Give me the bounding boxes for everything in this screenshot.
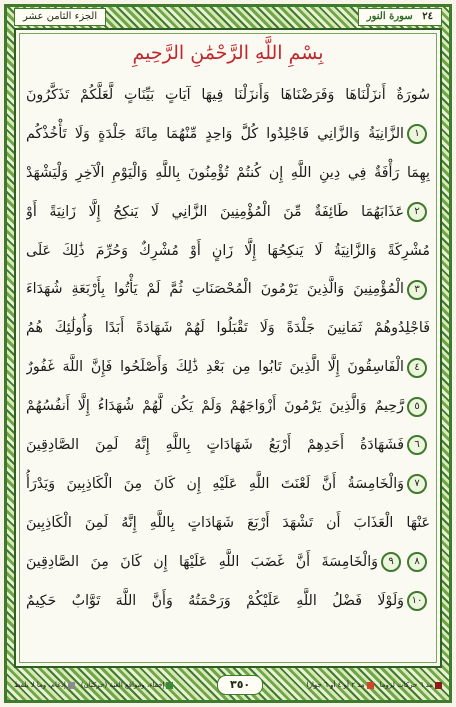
text-panel	[14, 28, 442, 668]
verse-text: الْمُؤْمِنِينَ وَالَّذِينَ يَرْمُونَ الْمُحْصَنَاتِ ثُمَّ لَمْ يَأْتُوا بِأَرْبَعَةِ شُهَدَاءَ	[26, 281, 404, 298]
legend-color-swatch	[435, 682, 442, 689]
verse-text: عَنْهَا الْعَذَابَ أَن تَشْهَدَ أَرْبَعَ شَهَادَاتٍ بِاللَّهِ إِنَّهُ لَمِنَ الْكَاذِبِينَ	[26, 514, 430, 531]
verse-text: فَاجْلِدُوهُمْ ثَمَانِينَ جَلْدَةً وَلَا تَقْبَلُوا لَهُمْ شَهَادَةً أَبَدًا وَأُولَٰئِكَ هُمُ	[26, 320, 430, 337]
legend-label: مد ٦ حركات لزوما	[379, 681, 433, 689]
legend-label: مد ٢ أو ٤ أو ٦ جوازا	[306, 681, 365, 689]
verse-line	[26, 348, 430, 387]
legend-color-swatch	[68, 682, 75, 689]
ayah-number-marker: ٣	[407, 280, 427, 300]
surah-label: سورة النور	[366, 11, 413, 22]
page-footer	[14, 672, 442, 698]
verse-text: بِهِمَا رَأْفَةٌ فِي دِينِ اللَّهِ إِن كُنتُمْ تُؤْمِنُونَ بِاللَّهِ وَالْيَوْمِ الْآخِرِ وَلْيَشْهَدْ	[26, 164, 430, 181]
verse-line	[26, 387, 430, 426]
legend-label: إدغام، وما لا يلفظ	[14, 681, 66, 689]
verse-line	[26, 582, 430, 621]
verse-text: وَلَوْلَا فَضْلُ اللَّهِ عَلَيْكُمْ وَرَحْمَتُهُ وَأَنَّ اللَّهَ تَوَّابٌ حَكِيمٌ	[26, 592, 404, 609]
legend-item	[14, 681, 75, 689]
ayah-number-marker: ٩	[381, 552, 401, 572]
verse-text: سُورَةٌ أَنزَلْنَاهَا وَفَرَضْنَاهَا وَأَنزَلْنَا فِيهَا آيَاتٍ بَيِّنَاتٍ لَّعَلَّكُمْ تَذَكَّرُونَ	[26, 87, 430, 103]
verse-lines	[26, 76, 430, 660]
ayah-number-marker: ٤	[407, 358, 427, 378]
verse-text: وَالْخَامِسَةُ أَنَّ لَعْنَتَ اللَّهِ عَلَيْهِ إِن كَانَ مِنَ الْكَاذِبِينَ وَيَدْرَأُ	[26, 475, 404, 492]
page-number: ٣٥٠	[217, 675, 263, 695]
ayah-number-marker: ٢	[407, 202, 427, 222]
verse-line	[26, 426, 430, 465]
ayah-number-marker: ٦	[407, 435, 427, 455]
verse-text: فَشَهَادَةُ أَحَدِهِمْ أَرْبَعُ شَهَادَاتٍ بِاللَّهِ إِنَّهُ لَمِنَ الصَّادِقِينَ	[26, 437, 404, 454]
verse-text: وَالْخَامِسَةَ أَنَّ غَضَبَ اللَّهِ عَلَيْهَا إِن كَانَ مِنَ الصَّادِقِينَ	[26, 553, 378, 570]
verse-text: رَّحِيمٌ وَالَّذِينَ يَرْمُونَ أَزْوَاجَهُمْ وَلَمْ يَكُن لَّهُمْ شُهَدَاءُ إِلَّا أَنفُسُهُمْ	[26, 398, 404, 415]
surah-number: ٢٤	[422, 11, 433, 22]
verse-line	[26, 465, 430, 504]
juz-label: الجزء الثامن عشر	[14, 8, 106, 26]
ayah-number-marker: ٨	[407, 552, 427, 572]
ayah-number-marker: ١٠	[407, 591, 427, 611]
ayah-number-marker: ٥	[407, 397, 427, 417]
page-header	[14, 8, 442, 26]
legend-item	[81, 681, 174, 689]
legend-label: إخفاء، ومواقع الغنة (حركتان)	[80, 681, 165, 689]
basmala: بِسْمِ اللَّهِ الرَّحْمَٰنِ الرَّحِيمِ	[132, 42, 324, 64]
verse-line	[26, 309, 430, 348]
verse-line	[26, 76, 430, 115]
legend-item	[307, 681, 374, 689]
tajweed-legend-left	[14, 681, 173, 689]
ayah-number-marker: ١	[407, 124, 427, 144]
verse-line	[26, 115, 430, 154]
verse-line	[26, 543, 430, 582]
verse-line	[26, 193, 430, 232]
verse-text: عَذَابَهُمَا طَائِفَةٌ مِّنَ الْمُؤْمِنِينَ الزَّانِي لَا يَنكِحُ إِلَّا زَانِيَةً أَوْ	[26, 203, 404, 220]
verse-text: مُشْرِكَةً وَالزَّانِيَةُ لَا يَنكِحُهَا إِلَّا زَانٍ أَوْ مُشْرِكٌ وَحُرِّمَ ذَٰلِكَ عَلَى	[26, 242, 430, 259]
legend-color-swatch	[367, 682, 374, 689]
tajweed-legend-right	[307, 681, 442, 689]
verse-text: الزَّانِيَةُ وَالزَّانِي فَاجْلِدُوا كُلَّ وَاحِدٍ مِّنْهُمَا مِائَةَ جَلْدَةٍ وَلَا تَأْخُذْكُم	[26, 125, 404, 142]
surah-title-box	[358, 8, 442, 26]
verse-text: الْفَاسِقُونَ إِلَّا الَّذِينَ تَابُوا مِن بَعْدِ ذَٰلِكَ وَأَصْلَحُوا فَإِنَّ اللَّهَ غَفُورٌ	[26, 359, 404, 376]
verse-line	[26, 504, 430, 543]
verse-line	[26, 154, 430, 193]
legend-item	[380, 681, 442, 689]
legend-color-swatch	[166, 682, 173, 689]
ayah-number-marker: ٧	[407, 474, 427, 494]
verse-line	[26, 232, 430, 271]
verse-line	[26, 270, 430, 309]
